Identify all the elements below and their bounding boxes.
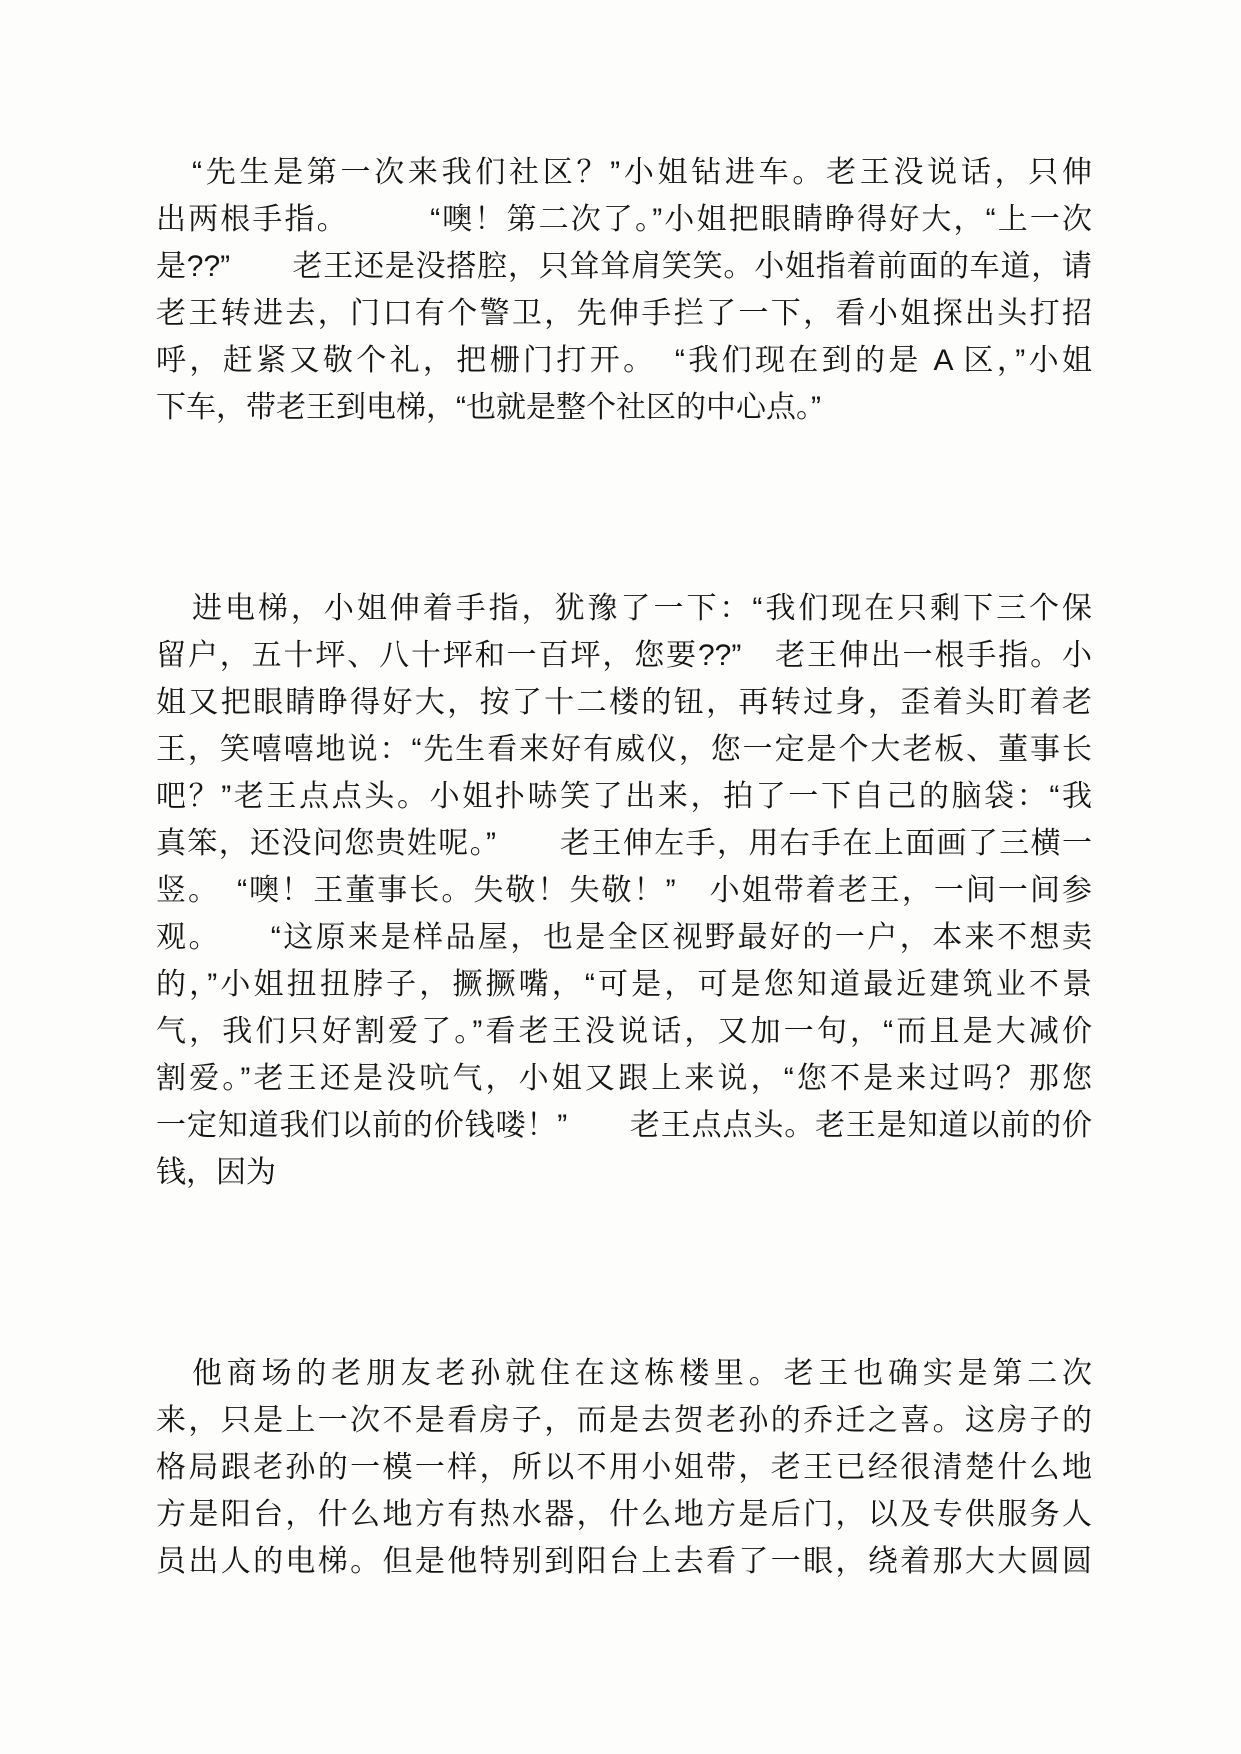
paragraph-3	[156, 1350, 1092, 1585]
text-line: 是??” 老王还是没搭腔，只耸耸肩笑笑。小姐指着前面的车道，请	[156, 250, 1092, 283]
paragraph-2	[156, 585, 1092, 1196]
text-line: 吧？”老王点点头。小姐扑哧笑了出来，拍了一下自己的脑袋：“我	[156, 780, 1092, 813]
text-line: 留户，五十坪、八十坪和一百坪，您要??” 老王伸出一根手指。小	[156, 639, 1092, 672]
text-line: 钱，因为	[156, 1156, 276, 1189]
text-line: 老王转进去，门口有个警卫，先伸手拦了一下，看小姐探出头打招	[156, 297, 1092, 330]
text-line: 的，”小姐扭扭脖子，撅撅嘴，“可是，可是您知道最近建筑业不景	[156, 968, 1092, 1001]
text-line: 出两根手指。 “噢！第二次了。”小姐把眼睛睁得好大，“上一次	[156, 203, 1092, 236]
text-line: 下车，带老王到电梯，“也就是整个社区的中心点。”	[156, 391, 821, 424]
text-line: 一定知道我们以前的价钱喽！” 老王点点头。老王是知道以前的价	[156, 1109, 1092, 1142]
text-line: 竖。 “噢！王董事长。失敬！失敬！” 小姐带着老王，一间一间参	[156, 874, 1092, 907]
text-line: 他商场的老朋友老孙就住在这栋楼里。老王也确实是第二次	[192, 1357, 1092, 1390]
text-line: 格局跟老孙的一模一样，所以不用小姐带，老王已经很清楚什么地	[156, 1451, 1092, 1484]
text-line: 员出人的电梯。但是他特别到阳台上去看了一眼，绕着那大大圆圆	[156, 1545, 1092, 1578]
text-line: 方是阳台，什么地方有热水器，什么地方是后门，以及专供服务人	[156, 1498, 1092, 1531]
text-line: 气，我们只好割爱了。”看老王没说话，又加一句，“而且是大减价	[156, 1015, 1092, 1048]
text-line: 呼，赶紧又敬个礼，把栅门打开。 “我们现在到的是 A 区，”小姐	[156, 344, 1092, 377]
text-line: 真笨，还没问您贵姓呢。” 老王伸左手，用右手在上面画了三横一	[156, 827, 1092, 860]
text-line: 来，只是上一次不是看房子，而是去贺老孙的乔迁之喜。这房子的	[156, 1404, 1092, 1437]
paragraph-1	[156, 149, 1092, 431]
text-line: 观。 “这原来是样品屋，也是全区视野最好的一户，本来不想卖	[156, 921, 1092, 954]
text-line: 进电梯，小姐伸着手指，犹豫了一下：“我们现在只剩下三个保	[192, 592, 1092, 625]
text-line: 姐又把眼睛睁得好大，按了十二楼的钮，再转过身，歪着头盯着老	[156, 686, 1092, 719]
text-line: 割爱。”老王还是没吭气，小姐又跟上来说，“您不是来过吗？那您	[156, 1062, 1092, 1095]
text-line: “先生是第一次来我们社区？”小姐钻进车。老王没说话，只伸	[192, 156, 1092, 189]
text-line: 王，笑嘻嘻地说：“先生看来好有威仪，您一定是个大老板、董事长	[156, 733, 1092, 766]
text-content	[156, 149, 1092, 1585]
